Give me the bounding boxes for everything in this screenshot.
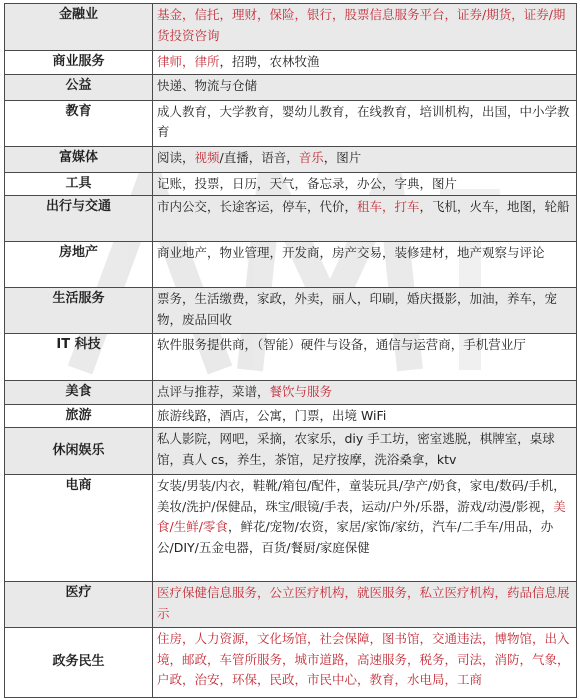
table-row [5, 196, 577, 242]
description-text: 女装/男装/内衣，鞋靴/箱包/配件，童装玩具/孕产/奶食，家电/数码/手机，美妆/洗护/保健品，珠宝/眼镜/手表，运动/户外/乐器，游戏/动漫/影视， [157, 478, 566, 514]
category-cell [5, 4, 153, 51]
category-label: 商业服务 [52, 54, 105, 69]
category-table-body [5, 4, 577, 698]
description-text: ，招聘，农林牧渔 [219, 54, 320, 69]
table-row [5, 381, 577, 405]
category-label: 生活服务 [52, 291, 105, 306]
description-text: /直播，语音， [219, 149, 299, 165]
category-cell [5, 100, 153, 146]
table-row [5, 628, 577, 698]
category-cell [5, 334, 153, 381]
category-cell [5, 74, 153, 100]
table-row [5, 404, 577, 428]
table-row [5, 242, 577, 288]
category-label: 出行与交通 [45, 199, 111, 214]
table-row [5, 51, 577, 75]
table-row [5, 288, 577, 334]
description-text: 票务，生活缴费，家政，外卖，丽人，印刷，婚庆摄影，加油，养车，宠物，废品回收 [157, 291, 558, 327]
highlighted-text: 餐饮与服务 [269, 384, 333, 399]
highlighted-text: 基金，信托，理财，保险，银行，股票信息服务平台，证券/期货，证券/期货投资咨询 [157, 7, 566, 43]
description-text: 记账，投票，日历，天气，备忘录，办公，字典，图片 [157, 175, 458, 191]
table-row [5, 100, 577, 146]
category-label: 工具 [65, 175, 92, 191]
category-cell [5, 628, 153, 698]
description-text: ，飞机，火车，地图，轮船 [419, 199, 570, 214]
description-cell [153, 74, 577, 100]
category-cell [5, 51, 153, 75]
category-label: 富媒体 [58, 149, 98, 165]
category-cell [5, 404, 153, 428]
category-label: 旅游 [65, 407, 92, 423]
category-cell [5, 428, 153, 475]
description-cell [153, 146, 577, 172]
description-cell [153, 288, 577, 334]
table-row [5, 146, 577, 172]
description-cell [153, 381, 577, 405]
description-cell [153, 428, 577, 475]
table-row [5, 74, 577, 100]
category-label: 美食 [65, 384, 92, 399]
category-label: IT 科技 [56, 337, 101, 352]
highlighted-text: 律师，律所 [157, 54, 220, 69]
description-cell [153, 628, 577, 698]
highlighted-text: 视频 [194, 149, 220, 165]
category-cell [5, 196, 153, 242]
category-label: 教育 [65, 103, 92, 119]
description-cell [153, 404, 577, 428]
description-text: 点评与推荐，菜谱， [157, 384, 270, 399]
category-label: 休闲娱乐 [52, 442, 105, 458]
description-text: 市内公交，长途客运，停车，代价， [157, 199, 358, 214]
description-text: ，鲜花/宠物/农资，家居/家饰/家纺，汽车/二手车/用品，办公/DIY/五金电器，百货/餐厨/家庭保健 [157, 519, 554, 555]
description-cell [153, 51, 577, 75]
table-row [5, 334, 577, 381]
description-cell [153, 196, 577, 242]
description-text: 快递、物流与仓储 [157, 77, 258, 93]
description-text: 私人影院，网吧，采摘，农家乐，diy 手工坊，密室逃脱，棋牌室，桌球馆，真人 cs，养生，茶馆，足疗按摩，洗浴桑拿，ktv [157, 431, 555, 467]
description-cell [153, 242, 577, 288]
category-label: 政务民生 [52, 654, 105, 670]
table-row [5, 4, 577, 51]
category-cell [5, 172, 153, 196]
category-label: 电商 [65, 478, 92, 493]
category-cell [5, 146, 153, 172]
category-cell [5, 582, 153, 628]
description-cell [153, 475, 577, 582]
highlighted-text: 美食/生鲜/零食 [157, 498, 566, 534]
category-table [4, 3, 577, 698]
category-cell [5, 381, 153, 405]
category-cell [5, 288, 153, 334]
description-text: 阅读， [157, 149, 195, 165]
highlighted-text: 租车，打车 [357, 199, 420, 214]
table-row [5, 475, 577, 582]
table-row [5, 582, 577, 628]
description-cell [153, 582, 577, 628]
category-cell [5, 242, 153, 288]
description-text: 商业地产，物业管理，开发商，房产交易，装修建材，地产观察与评论 [157, 245, 545, 260]
description-text: 成人教育，大学教育，婴幼儿教育，在线教育，培训机构，出国，中小学教育 [157, 103, 570, 139]
category-label: 房地产 [58, 245, 98, 260]
table-row [5, 428, 577, 475]
category-label: 医疗 [65, 585, 92, 600]
description-cell [153, 4, 577, 51]
category-label: 公益 [65, 77, 92, 93]
table-row [5, 172, 577, 196]
highlighted-text: 住房，人力资源，文化场馆，社会保障，图书馆，交通违法，博物馆，出入境，邮政，车管所服务，城市道路，高速服务，税务，司法，消防，气象，户政，治安，环保，民政，市民中心，教育，水电局，工商 [157, 631, 570, 687]
highlighted-text: 音乐 [298, 149, 324, 165]
description-text: 旅游线路，酒店，公寓，门票，出境 WiFi [157, 407, 387, 423]
description-text: ，图片 [323, 149, 362, 165]
description-text: 软件服务提供商，（智能）硬件与设备，通信与运营商，手机营业厅 [157, 337, 526, 352]
highlighted-text: 医疗保健信息服务，公立医疗机构，就医服务，私立医疗机构，药品信息展示 [157, 585, 570, 621]
description-cell [153, 334, 577, 381]
category-cell [5, 475, 153, 582]
description-cell [153, 100, 577, 146]
description-cell [153, 172, 577, 196]
category-label: 金融业 [58, 7, 98, 22]
